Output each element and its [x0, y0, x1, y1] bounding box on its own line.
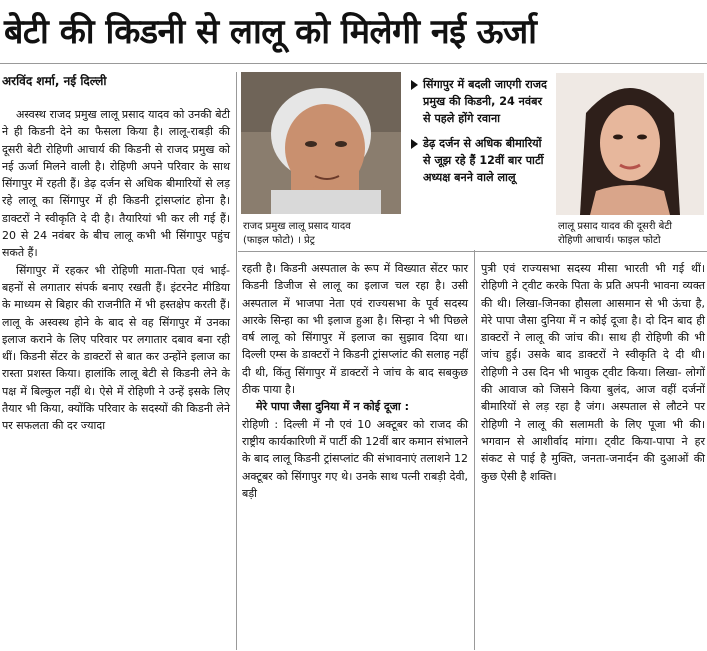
- column-rule: [236, 72, 237, 650]
- section-rule: [238, 251, 707, 252]
- lalu-caption: [243, 220, 403, 248]
- highlights: [411, 76, 551, 194]
- subheading: मेरे पापा जैसा दुनिया में न कोई दूजा :: [256, 400, 410, 414]
- rohini-caption: [558, 220, 706, 248]
- highlight-item: सिंगापुर में बदली जाएगी राजद प्रमुख की किडनी, 24 नवंबर से पहले होंगे रवाना: [411, 76, 551, 127]
- paragraph: पुत्री एवं राज्यसभा सदस्य मीसा भारती भी गई थीं। रोहिणी ने ट्वीट करके पिता के प्रति अपनी भावना व्यक्त की थी। लिखा-जिनका हौसला आसमान से भी ऊंचा है, मेरे पापा जैसा दुनिया में न कोई दूजा है। दो दिन बाद ही डाक्टरों ने लालू की जांच की। साथ ही रोहिणी की भी जांच हुई। उसके बाद डाक्टरों ने स्वीकृति दे दी थी। रोहिणी ने उस दिन भी भावुक ट्वीट किया। लिखा- लोगों की आवाज को जिसने किया बुलंद, आज वहीं दर्जनों बीमारियों से लड़ रहा है जंग। अस्पताल से लौटने पर रोहिणी ने लालू की सलामती के लिए पूजा भी की। भगवान से आशीर्वाद मांगा। ट्वीट किया-पापा ने हर संकट से पाई है मुक्ति, जनता-जनार्दन की दुआओं की कुछ ऐसी है शक्ति।: [481, 262, 705, 483]
- rohini-caption-credit: रोहिणी आचार्य। फाइल फोटो: [558, 235, 661, 246]
- lalu-caption-credit: (फाइल फोटो) । प्रेट्र: [243, 235, 315, 246]
- paragraph: सिंगापुर में रहकर भी रोहिणी माता-पिता एवं भाई-बहनों से लगातार संपर्क बनाए रखती हैं। इंटरनेट मीडिया के माध्यम से बिहार की राजनीति में भी हस्तक्षेप करती हैं। लालू के अस्वस्थ होने के बाद से वह सिंगापुर में उनका इलाज कराने के लिए परिवार पर लगातार दबाव बना रही थीं। किडनी सेंटर के डाक्टरों से बात कर उन्होंने इलाज का रास्ता प्रशस्त किया। हालांकि लालू बेटी से किडनी लेने के पक्ष में बिल्कुल नहीं थे। ऐसे में रोहिणी ने उन्हें इसके लिए तैयार भी किया, क्योंकि परिवार के सदस्यों की किडनी लेने पर सफलता की दर ज्यादा: [2, 263, 230, 433]
- column-2: [242, 260, 468, 502]
- column-rule: [474, 250, 475, 650]
- rohini-caption-line: लालू प्रसाद यादव की दूसरी बेटी: [558, 221, 673, 232]
- lalu-photo: [241, 72, 401, 214]
- column-1: [2, 106, 230, 435]
- rohini-photo: [556, 73, 704, 215]
- paragraph: रोहिणी : दिल्ली में नौ एवं 10 अक्टूबर को राजद की राष्ट्रीय कार्यकारिणी में पार्टी की 12वीं बार कमान संभालने के बाद लालू किडनी ट्रांसप्लांट की संभावनाएं तलाशने 12 अक्टूबर को सिंगापुर गए थे। उनके साथ पत्नी राबड़ी देवी, बड़ी: [242, 417, 468, 500]
- paragraph: अस्वस्थ राजद प्रमुख लालू प्रसाद यादव को उनकी बेटी ने ही किडनी देने का फैसला किया है। लालू-राबड़ी की दूसरी बेटी रोहिणी आचार्य की किडनी से राजद प्रमुख को नई ऊर्जा मिलने वाली है। रोहिणी अपने परिवार के साथ सिंगापुर में रहती हैं। डेढ़ दर्जन से अधिक बीमारियों से लड़ रहे लालू का सिंगापुर में ही किडनी ट्रांसप्लांट होना है। डाक्टरों ने स्वीकृति दे दी है। तैयारियां भी कर ली गई हैं। 20 से 24 नवंबर के बीच लालू कभी भी सिंगापुर पहुंच सकते हैं।: [2, 108, 230, 260]
- highlight-item: डेढ़ दर्जन से अधिक बीमारियों से जूझ रहे हैं 12वीं बार पार्टी अध्यक्ष बनने वाले लालू: [411, 135, 551, 186]
- byline: अरविंद शर्मा, नई दिल्ली: [2, 74, 107, 88]
- lalu-caption-line: राजद प्रमुख लालू प्रसाद यादव: [243, 221, 351, 232]
- paragraph: रहती है। किडनी अस्पताल के रूप में विख्यात सेंटर फार किडनी डिजीज से लालू का इलाज चल रहा है। उसी अस्पताल में भाजपा नेता एवं राज्यसभा के पूर्व सदस्य आरके सिन्हा का भी इलाज हुआ है। सिन्हा ने भी पिछले वर्ष लालू को सिंगापुर में इलाज का सुझाव दिया था। दिल्ली एम्स के डाक्टरों ने किडनी ट्रांसप्लांट की सलाह नहीं दी थी, किंतु सिंगापुर में डाक्टरों ने जांच के बाद सबकुछ ठीक पाया है।: [242, 262, 468, 397]
- column-3: [481, 260, 705, 485]
- headline-rule: [0, 63, 707, 64]
- headline: बेटी की किडनी से लालू को मिलेगी नई ऊर्जा: [4, 12, 537, 52]
